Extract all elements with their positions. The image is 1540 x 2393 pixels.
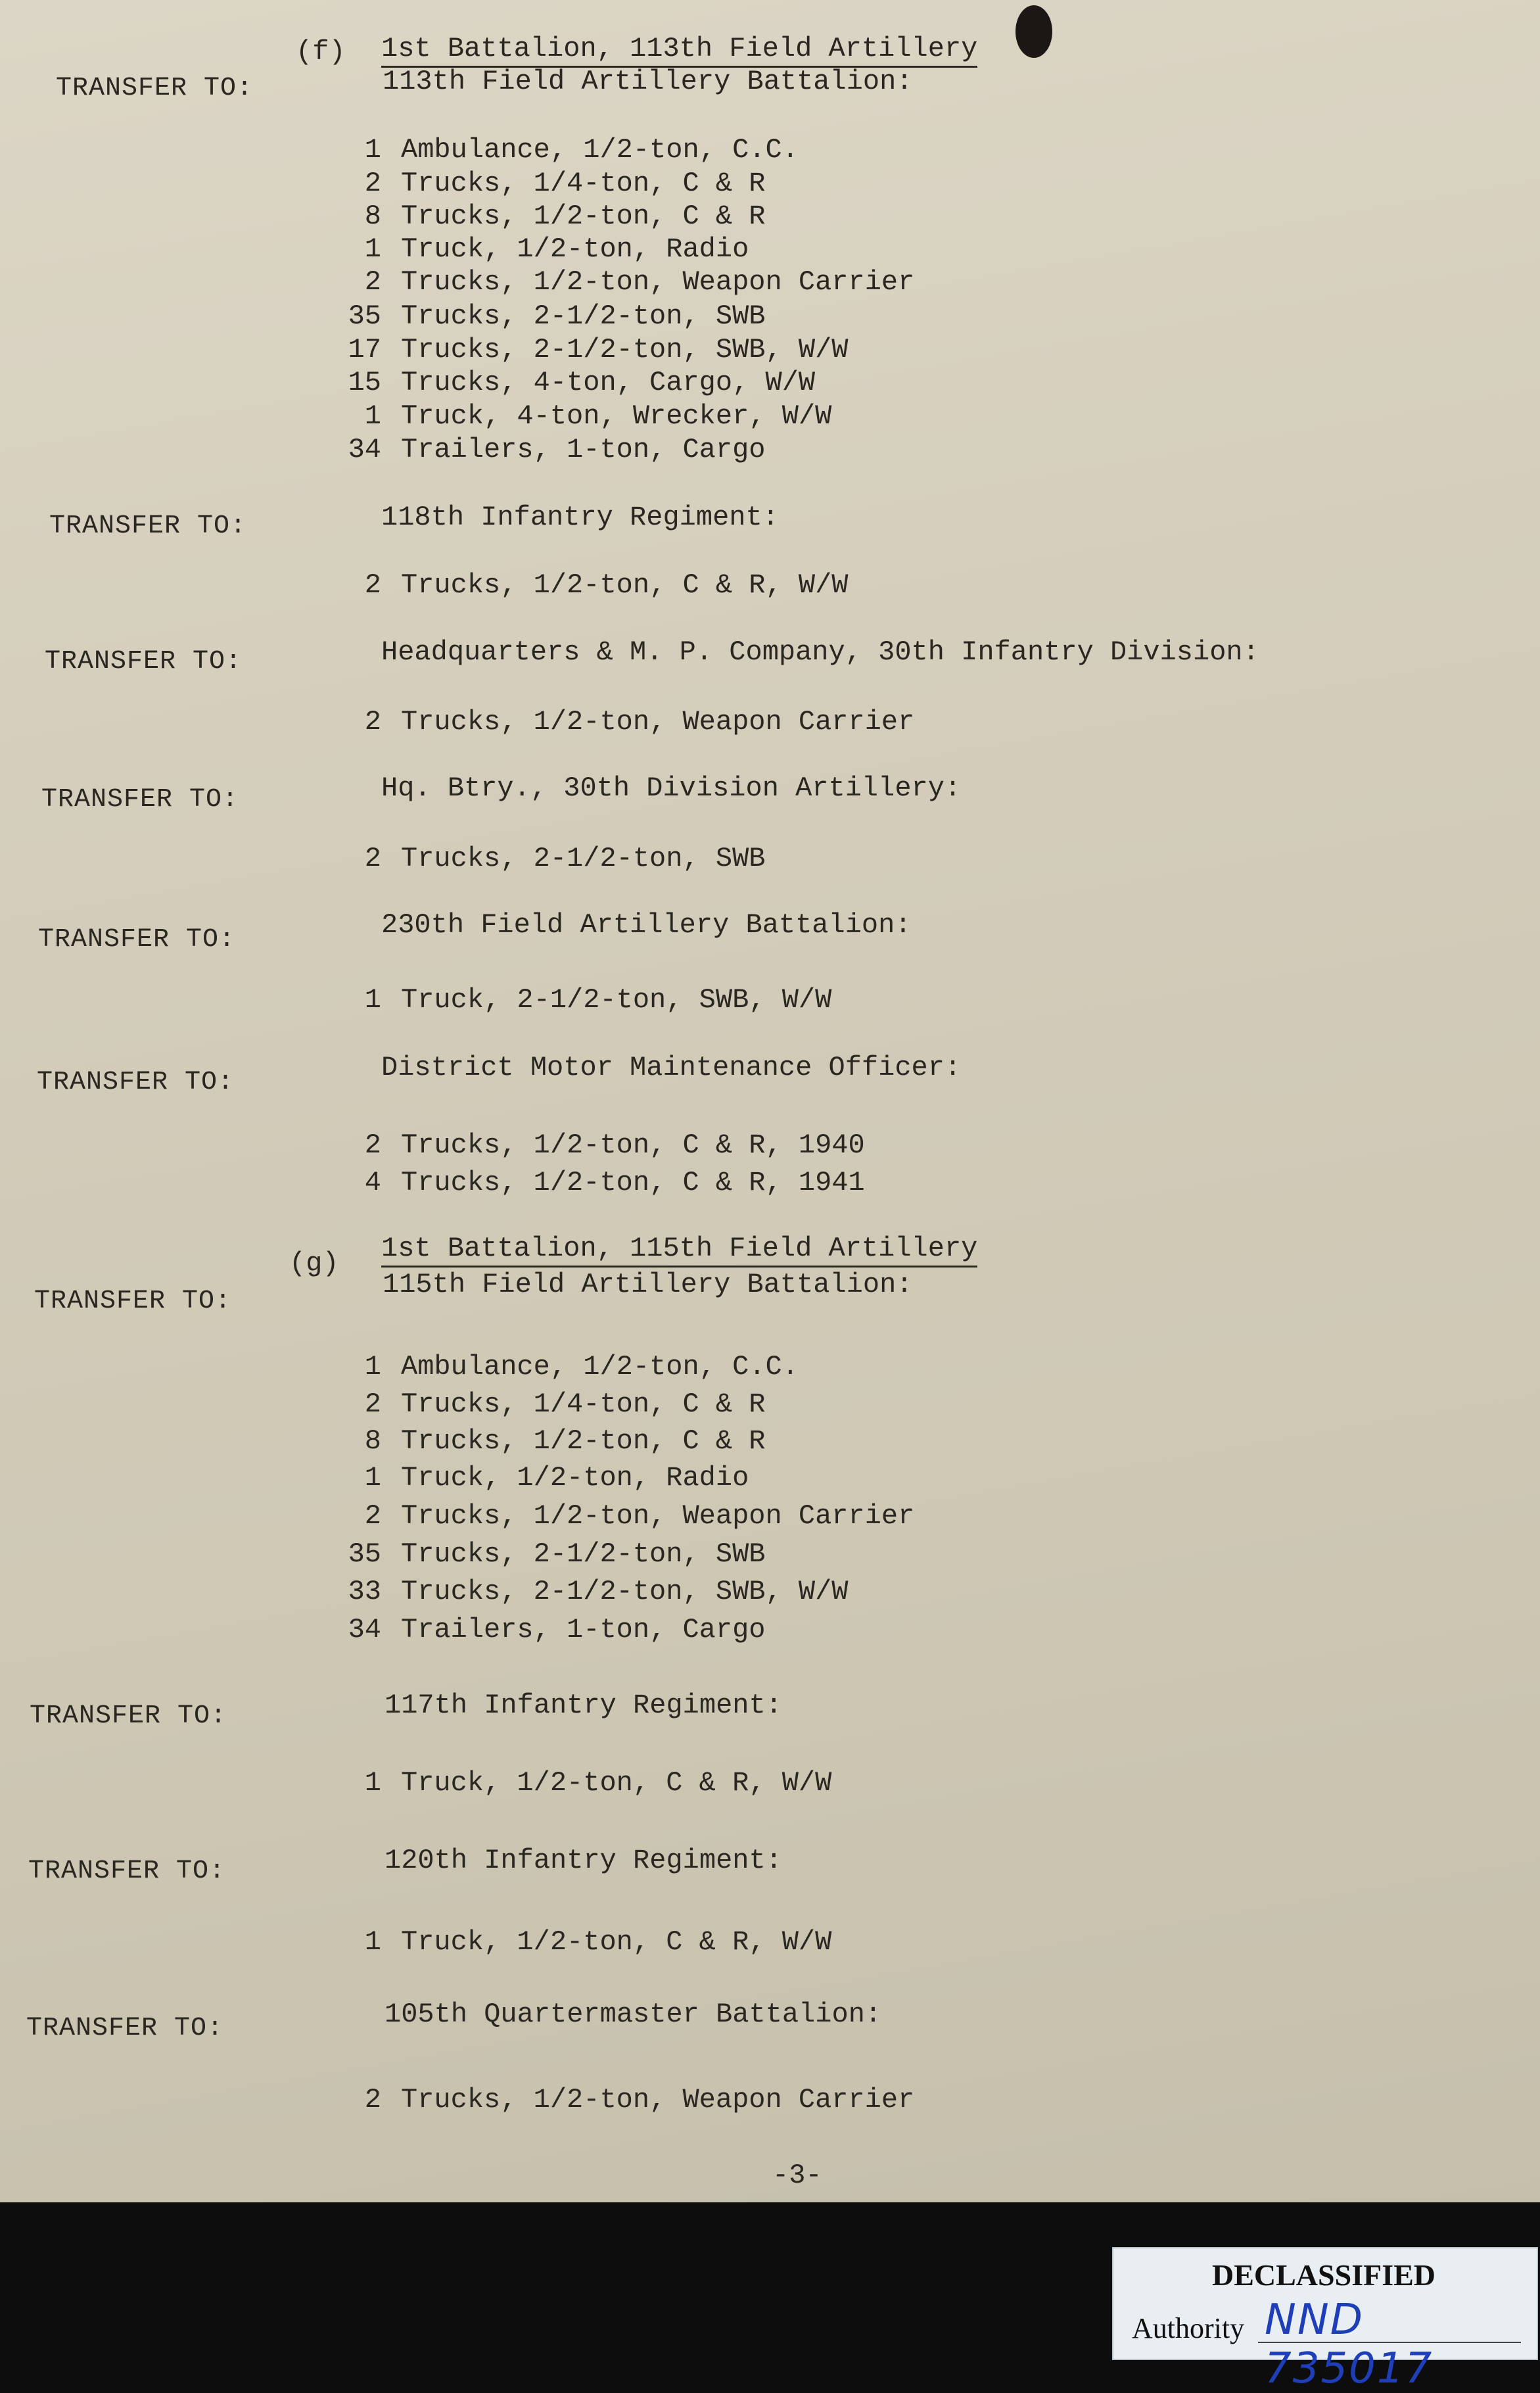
- transfer-label: TRANSFER TO:: [37, 1068, 235, 1097]
- list-item: 2 Trucks, 1/4-ton, C & R: [364, 1388, 766, 1420]
- transfer-unit: 105th Quartermaster Battalion:: [385, 1999, 882, 2030]
- transfer-unit: Hq. Btry., 30th Division Artillery:: [381, 772, 962, 804]
- list-item: 2 Trucks, 1/2-ton, Weapon Carrier: [364, 706, 915, 738]
- declassified-stamp: [1112, 2247, 1538, 2393]
- list-item: 4 Trucks, 1/2-ton, C & R, 1941: [364, 1167, 865, 1198]
- transfer-label: TRANSFER TO:: [38, 925, 236, 955]
- transfer-unit: 230th Field Artillery Battalion:: [381, 909, 912, 941]
- list-item: 1 Ambulance, 1/2-ton, C.C.: [364, 134, 799, 166]
- transfer-label: TRANSFER TO:: [56, 74, 254, 103]
- list-item: 34 Trailers, 1-ton, Cargo: [348, 1614, 766, 1646]
- transfer-unit: 117th Infantry Regiment:: [385, 1690, 782, 1721]
- transfer-label: TRANSFER TO:: [26, 2014, 224, 2043]
- transfer-unit: District Motor Maintenance Officer:: [381, 1052, 962, 1083]
- stamp-title: DECLASSIFIED: [1212, 2258, 1435, 2292]
- transfer-label: TRANSFER TO:: [45, 647, 243, 676]
- list-item: 17 Trucks, 2-1/2-ton, SWB, W/W: [348, 334, 849, 366]
- list-item: 1 Truck, 1/2-ton, Radio: [364, 233, 749, 265]
- section-g-marker: (g): [289, 1248, 339, 1279]
- transfer-unit: 120th Infantry Regiment:: [385, 1845, 782, 1876]
- list-item: 2 Trucks, 2-1/2-ton, SWB: [364, 843, 766, 874]
- transfer-unit: Headquarters & M. P. Company, 30th Infantry Division:: [381, 636, 1259, 668]
- list-item: 8 Trucks, 1/2-ton, C & R: [364, 1425, 766, 1457]
- list-item: 8 Trucks, 1/2-ton, C & R: [364, 201, 766, 232]
- list-item: 2 Trucks, 1/2-ton, Weapon Carrier: [364, 1500, 915, 1532]
- list-item: 1 Ambulance, 1/2-ton, C.C.: [364, 1351, 799, 1383]
- list-item: 33 Trucks, 2-1/2-ton, SWB, W/W: [348, 1576, 849, 1607]
- transfer-label: TRANSFER TO:: [41, 785, 239, 815]
- transfer-unit: 115th Field Artillery Battalion:: [383, 1269, 913, 1300]
- list-item: 2 Trucks, 1/2-ton, Weapon Carrier: [364, 266, 915, 298]
- section-f-marker: (f): [296, 36, 346, 68]
- list-item: 35 Trucks, 2-1/2-ton, SWB: [348, 1538, 766, 1570]
- stamp-authority-code: NND 735017: [1265, 2296, 1434, 2393]
- section-g-title: 1st Battalion, 115th Field Artillery: [381, 1233, 977, 1268]
- list-item: 1 Truck, 1/2-ton, C & R, W/W: [364, 1767, 832, 1799]
- list-item: 1 Truck, 1/2-ton, Radio: [364, 1462, 749, 1494]
- punch-hole: [1015, 5, 1052, 58]
- list-item: 1 Truck, 4-ton, Wrecker, W/W: [364, 400, 832, 432]
- list-item: 34 Trailers, 1-ton, Cargo: [348, 434, 766, 465]
- list-item: 15 Trucks, 4-ton, Cargo, W/W: [348, 367, 816, 398]
- list-item: 35 Trucks, 2-1/2-ton, SWB: [348, 300, 766, 332]
- list-item: 1 Truck, 1/2-ton, C & R, W/W: [364, 1926, 832, 1958]
- transfer-label: TRANSFER TO:: [28, 1857, 226, 1886]
- transfer-label: TRANSFER TO:: [49, 511, 247, 541]
- list-item: 1 Truck, 2-1/2-ton, SWB, W/W: [364, 984, 832, 1016]
- transfer-unit: 113th Field Artillery Battalion:: [383, 66, 913, 97]
- list-item: 2 Trucks, 1/2-ton, Weapon Carrier: [364, 2084, 915, 2116]
- page-number: -3-: [772, 2160, 822, 2191]
- section-f-title: 1st Battalion, 113th Field Artillery: [381, 33, 977, 68]
- list-item: 2 Trucks, 1/2-ton, C & R, W/W: [364, 569, 849, 601]
- transfer-label: TRANSFER TO:: [34, 1287, 232, 1316]
- transfer-label: TRANSFER TO:: [30, 1701, 227, 1731]
- transfer-unit: 118th Infantry Regiment:: [381, 502, 779, 533]
- stamp-signature-line: [1258, 2342, 1521, 2343]
- stamp-authority-label: Authority: [1132, 2312, 1245, 2344]
- list-item: 2 Trucks, 1/2-ton, C & R, 1940: [364, 1129, 865, 1161]
- list-item: 2 Trucks, 1/4-ton, C & R: [364, 168, 766, 199]
